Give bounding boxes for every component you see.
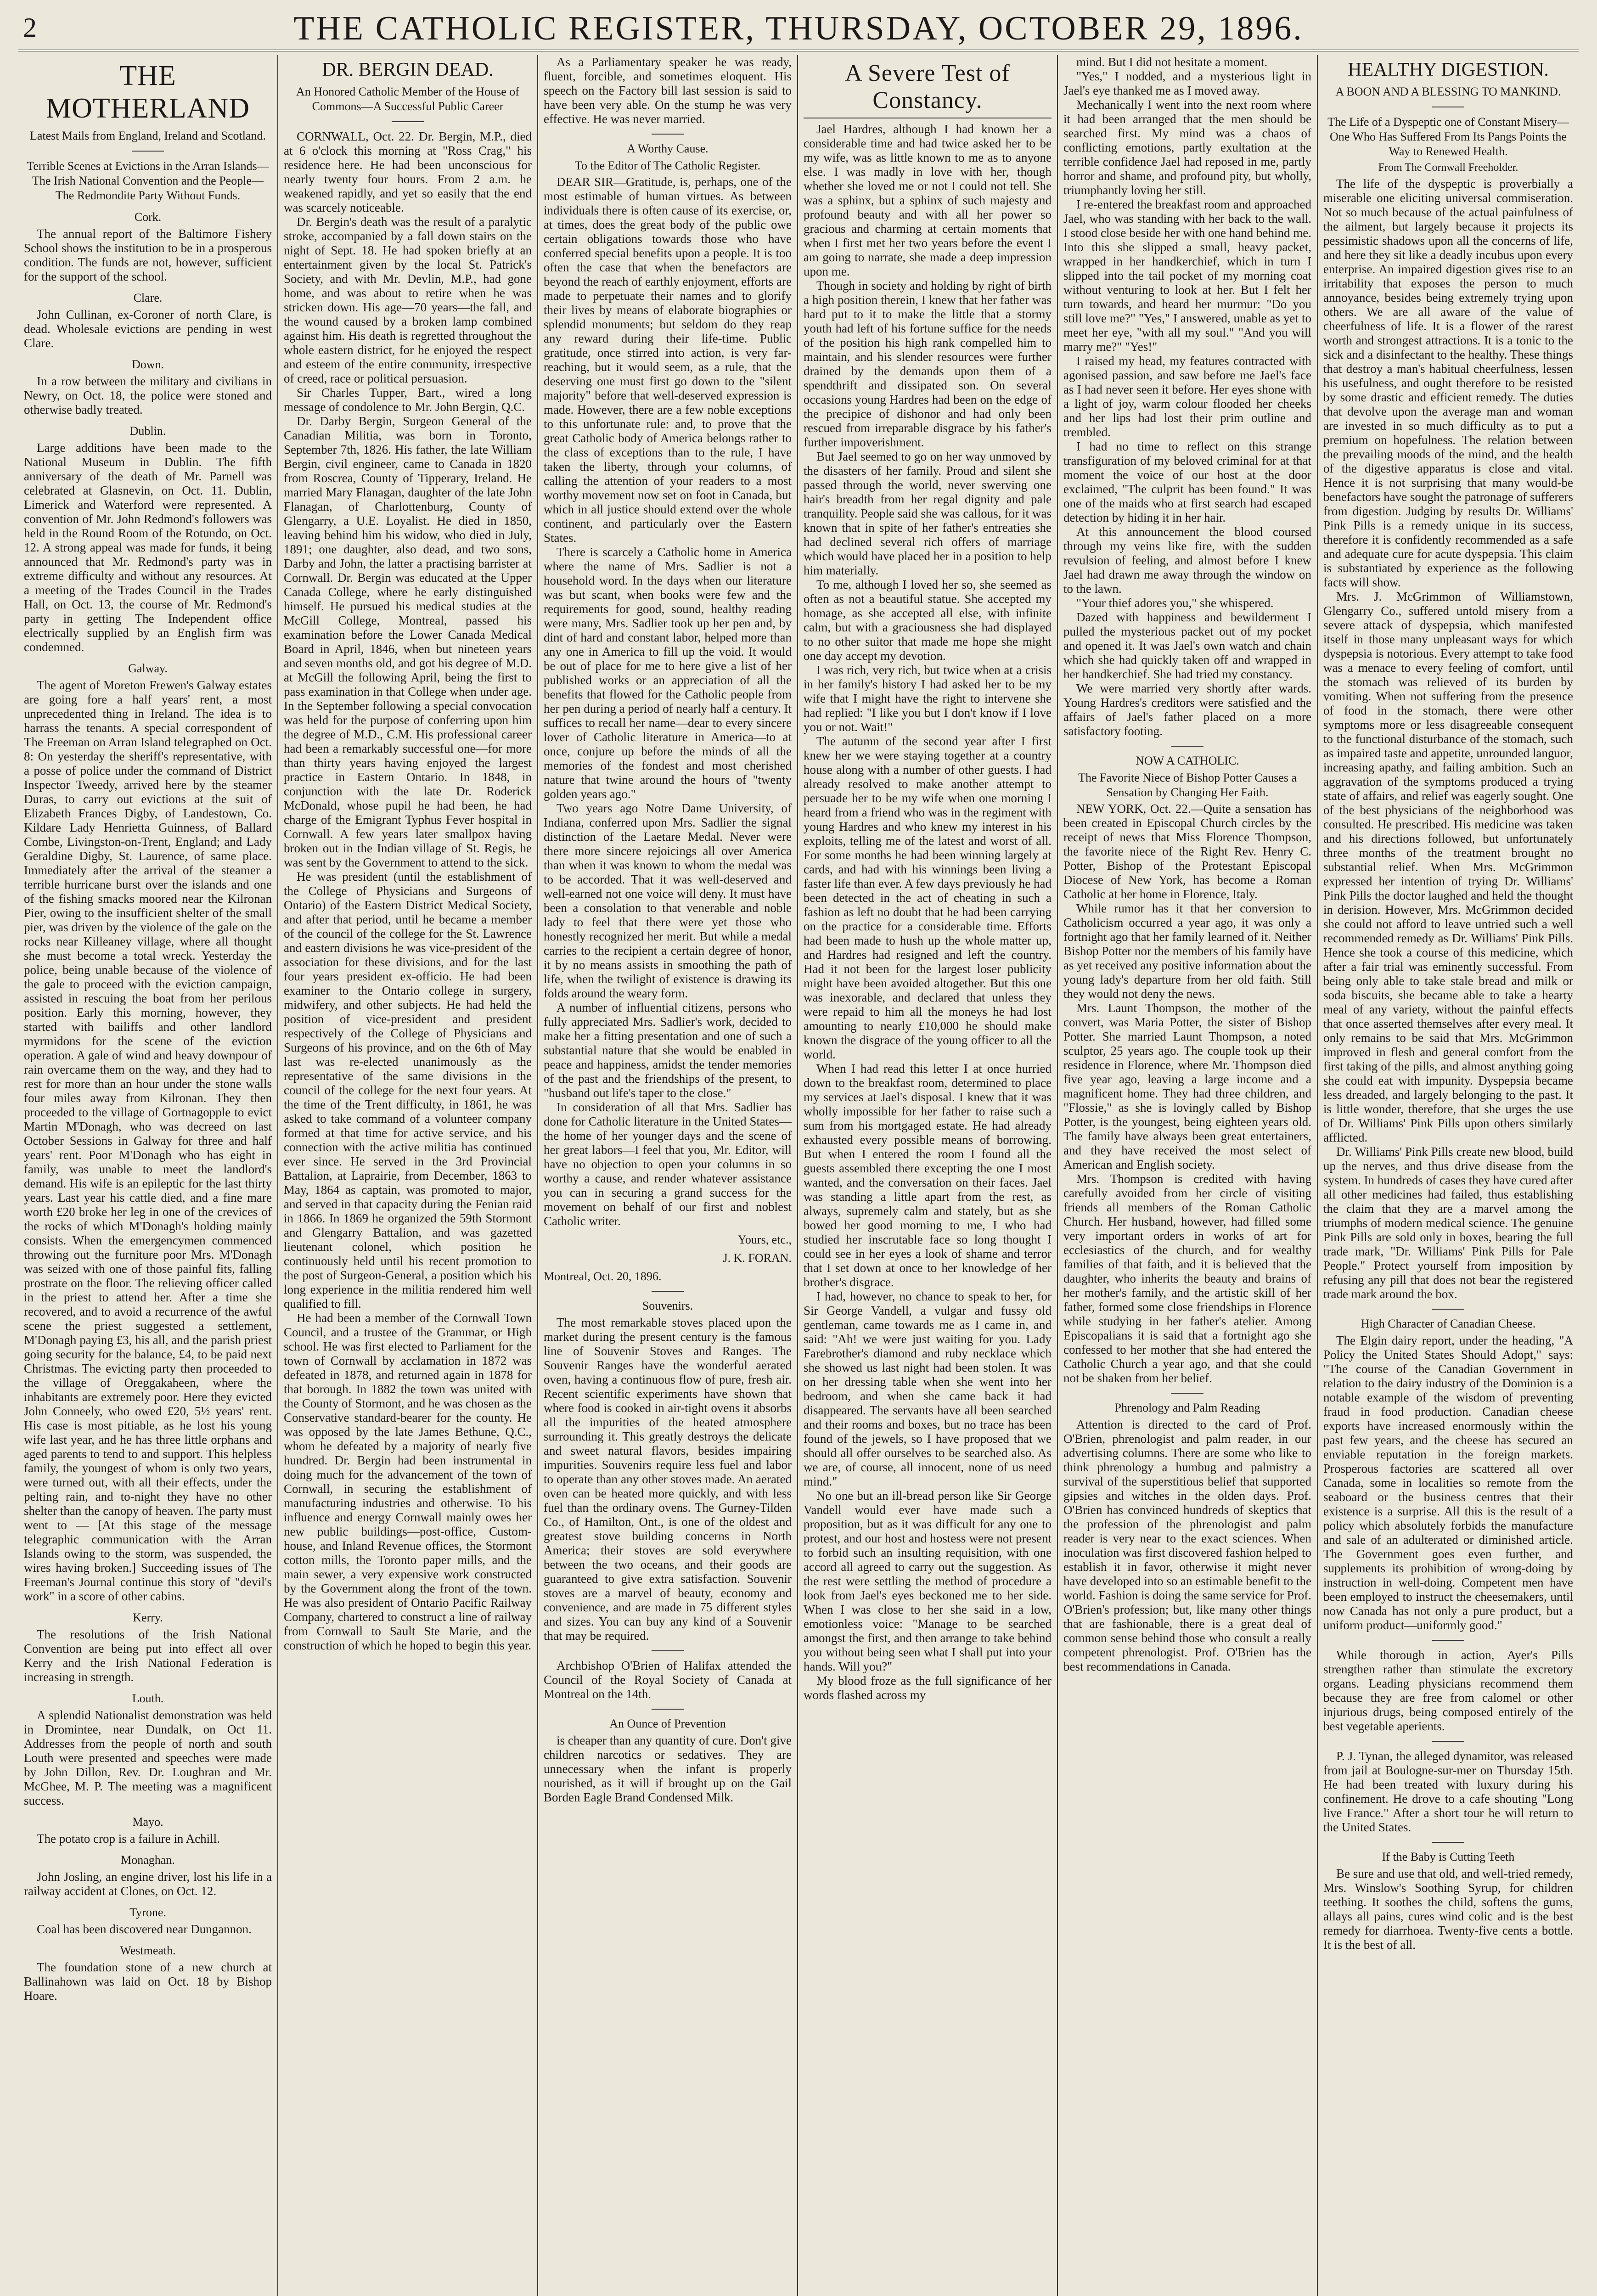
letter-salutation: To the Editor of The Catholic Register. bbox=[574, 159, 761, 172]
section-heading: Kerry. bbox=[133, 1611, 163, 1624]
section-heading: An Ounce of Prevention bbox=[609, 1717, 726, 1730]
article-paragraph: Mrs. J. McGrimmon of Williamstown, Glengarry Co., suffered untold misery from a severe attack of dyspepsia, which manifested itself in those many unpleasant ways for which dyspepsia is notorious. Every attempt to take food was a menace to every feeling of comfort, until the stomach was relieved of its burden by vomiting. When not suffering from the presence of food in the stomach, there were other symptoms more or less disagreeable consequent to the functional disturbance of the stomach, such as impaired taste and appetite, unrounded languor, increasing apathy, and failing ambition. Such an aggravation of the symptoms produced a trying state of affairs, and relief was eagerly sought. One of the best physicians of the neighborhood was consulted. He prescribed. His medicine was taken and his directions followed, but unfortunately three months of the treatment brought no substantial relief. When Mrs. McGrimmon expressed her intention of trying Dr. Williams' Pink Pills the doctor laughed and held the thought in derision. However, Mrs. McGrimmon decided she could not afford to leave untried such a well recommended remedy as Dr. Williams' Pink Pills. Hence she took a course of this medicine, which after a fair trial was eminently successful. From being only able to take stale bread and milk or soda biscuits, she became able to take a hearty meal of any variety, without the painful effects that once asserted themselves after every meal. It only remains to be said that Mrs. McGrimmon improved in flesh and general comfort from the first taking of the pills, and almost anything going she could eat with impunity. Dyspepsia became less dreaded, and largely belonging to the past. It is little wonder, therefore, that she urges the use of Dr. Williams' Pink Pills upon others similarly afflicted. bbox=[1323, 590, 1573, 1144]
column-constancy-continued bbox=[1058, 55, 1318, 2296]
divider bbox=[1171, 1393, 1203, 1394]
article-paragraph: A number of influential citizens, persons who fully appreciated Mrs. Sadlier's work, decided to make her a fitting presentation and one of such a substantial nature that she would be enabled in peace and happiness, amidst the tender memories of the past and the friendships of the present, to "husband out life's taper to the close." bbox=[544, 1001, 792, 1100]
article-title: DR. BERGIN DEAD. bbox=[322, 59, 494, 80]
section-heading: High Character of Canadian Cheese. bbox=[1361, 1317, 1536, 1330]
column-digestion bbox=[1318, 55, 1579, 2296]
article-body bbox=[284, 129, 532, 1653]
section-heading: Tyrone. bbox=[129, 1906, 166, 1919]
article-paragraph: Large additions have been made to the National Museum in Dublin. The fifth anniversary of the death of Mr. Parnell was celebrated at Glasnevin, on Oct. 11. Dublin, Limerick and Waterford were represented. A convention of Mr. John Redmond's followers was held in the Round Room of the Rotundo, on Oct. 12. A strong appeal was made for funds, it being announced that Mr. Redmond's party was in extreme difficulty and without any resources. At a meeting of the Trades Council in the Trades Hall, on Oct. 13, the course of Mr. Redmond's party in getting The Independent office electrically supplied by an English firm was condemned. bbox=[24, 441, 272, 654]
article-paragraph: My blood froze as the full significance of her words flashed across my bbox=[804, 1674, 1052, 1702]
article-title: THE MOTHERLAND bbox=[46, 60, 250, 124]
column-motherland bbox=[18, 55, 278, 2296]
article-paragraph: The Elgin dairy report, under the heading, "A Policy the United States Should Adopt," says: "The course of the Canadian Government in relation to the dairy industry of the Dominion is a notable example of the wisdom of preventing fraud in food production. Canadian cheese exports have increased enormously within the past few years, and the cheese has secured an enviable reputation in the foreign markets. Prosperous factories are scattered all over Canada, some in localities so remote from the seaboard or the business centres that their existence is a surprise. All this is the result of a policy which absolutely forbids the manufacture and sale of an adulterated or diminished article. The Government goes even further, and supplements its prohibition of wrong-doing by instruction in well-doing. Competent men have been employed to instruct the cheesemakers, until now Canada has not only a pure product, but a uniform product—uniformly good." bbox=[1323, 1334, 1573, 1632]
divider bbox=[392, 121, 424, 122]
section-heading: Dublin. bbox=[129, 424, 166, 438]
section-heading: Galway. bbox=[128, 662, 168, 675]
article-paragraph: Dr. Bergin's death was the result of a paralytic stroke, accompanied by a fall down stairs on the night of Sept. 18. He had spoken briefly at an entertainment given by the local St. Patrick's Society, and with Mr. Devlin, M.P., had gone home, and was about to retire when he was stricken down. His age—70 years—the fall, and the wound caused by a broken lamp combined against him. His death is regretted throughout the whole eastern district, for he enjoyed the respect and esteem of the entire community, irrespective of creed, race or political persuasion. bbox=[284, 215, 532, 385]
section-subtitle: The Favorite Niece of Bishop Potter Causes a Sensation by Changing Her Faith. bbox=[1078, 771, 1297, 799]
article-paragraph: CORNWALL, Oct. 22. Dr. Bergin, M.P., died at 6 o'clock this morning at "Ross Crag," his residence here. He had been unconscious for nearly twenty four hours. From 2 a.m. he weakened rapidly, and yet so easily that the end was scarcely noticeable. bbox=[284, 129, 532, 214]
section-heading: Souvenirs. bbox=[642, 1299, 693, 1312]
article-paragraph: Mrs. Launt Thompson, the mother of the convert, was Maria Potter, the sister of Bishop Potter. She married Launt Thompson, a noted sculptor, 25 years ago. The couple took up their residence in Florence, where Mr. Thompson died five year ago, leaving a large income and a magnificent home. They had three children, and "Flossie," as she is lovingly called by Bishop Potter, is the youngest, being eighteen years old. The family have always been great entertainers, and they have received the most select of American and English society. bbox=[1063, 1001, 1311, 1171]
divider bbox=[652, 1650, 684, 1651]
divider bbox=[652, 1709, 684, 1710]
divider bbox=[1171, 746, 1203, 747]
article-paragraph: A splendid Nationalist demonstration was held in Dromintee, near Dundalk, on Oct 11. Addresses from the people of north and south Louth were presented and speeches were made by John Dillon, Rev. Dr. Loughran and Mr. McGhee, M. P. The meeting was a magnificent success. bbox=[24, 1708, 272, 1807]
section-heading: Clare. bbox=[133, 291, 163, 304]
article-paragraph: At this announcement the blood coursed through my veins like fire, with the sudden revulsion of feeling, and almost before I knew Jael had drawn me away through the window on to the lawn. bbox=[1063, 525, 1311, 596]
article-paragraph: I had no time to reflect on this strange transfiguration of my beloved criminal for at that moment the voice of our host at the door exclaimed, "The culprit has been found." It was one of the maids who at first search had escaped detection by hiding it in her hair. bbox=[1063, 439, 1311, 524]
article-title: A Severe Test of Constancy. bbox=[804, 60, 1052, 118]
article-paragraph: is cheaper than any quantity of cure. Don't give children narcotics or sedatives. They are unnecessary when the infant is properly nourished, as it will if brought up on the Gail Borden Eagle Brand Condensed Milk. bbox=[544, 1733, 792, 1804]
article-subtitle: A BOON AND A BLESSING TO MANKIND. bbox=[1335, 85, 1561, 98]
article-paragraph: The autumn of the second year after I first knew her we were staying together at a country house along with a number of other guests. I had already resolved to make another attempt to persuade her to be my wife when one morning I heard from a friend who was in the regiment with young Hardres and who knew my interest in his exploits, telling me of the latest and worst of all. For some months he had been winning largely at cards, and had with his winnings been living a faster life than ever. A few days previously he had been detected in the act of cheating in such a fashion as left no doubt that he had been carrying on the practice for a considerable time. Efforts had been made to hush up the whole matter up, and Hardres had resigned and left the country. Had it not been for the largest loser publicity might have been avoided altogether. But this one was inexorable, and declared that unless they were repaid to him all the moneys he had lost amounting to nearly £10,000 he should make known the disgrace of the young officer to all the world. bbox=[804, 734, 1052, 1061]
divider bbox=[1432, 1741, 1464, 1742]
section-heading: Mayo. bbox=[132, 1815, 163, 1829]
article-paragraph: Dr. Darby Bergin, Surgeon General of the Canadian Militia, was born in Toronto, September 7th, 1826. His father, the late William Bergin, civil engineer, came to Canada in 1820 from Roscrea, County of Tipperary, Ireland. He married Mary Flanagan, daughter of the late John Flanagan, of Charlottenburg, County of Glengarry, a U.E. Loyalist. He died in 1850, leaving behind him his widow, who died in July, 1891; one daughter, also dead, and two sons, Darby and John, the latter a practising barrister at Cornwall. Dr. Bergin was educated at the Upper Canada College, where he early distinguished himself. He pursued his medical studies at the McGill College, Montreal, passed his examination before the Lower Canada Medical Board in April, 1846, when but nineteen years and seven months old, and got his degree of M.D. at McGill the following April, being the first to pass examination in that College when under age. In the September following a special convocation was held for the purpose of conferring upon him the degree of M.D., C.M. His professional career had been a remarkably successful one—for more than thirty years having enjoyed the largest practice in Eastern Ontario. In 1848, in conjunction with the late Dr. Roderick McDonald, whose pupil he had been, he had charge of the Emigrant Typhus Fever hospital in Cornwall. A few years later smallpox having broken out in the Indian village of St. Regis, he was sent by the Government to attend to the sick. bbox=[284, 414, 532, 869]
article-subtitle: Latest Mails from England, Ireland and Scotland. bbox=[29, 129, 266, 142]
article-body bbox=[1063, 55, 1311, 738]
divider bbox=[652, 1291, 684, 1292]
article-paragraph: John Josling, an engine driver, lost his life in a railway accident at Clones, on Oct. 12. bbox=[24, 1870, 272, 1898]
article-lead: Terrible Scenes at Evictions in the Arran Islands—The Irish National Convention and the People—The Redmondite Party Without Funds. bbox=[27, 159, 269, 202]
signature-yours: Yours, etc., bbox=[737, 1233, 792, 1246]
article-paragraph: When I had read this letter I at once hurried down to the breakfast room, determined to place my services at Jael's disposal. I knew that it was wholly impossible for her father to raise such a sum from his mortgaged estate. He had already exhausted every possible means of borrowing. But when I entered the room I found all the guests assembled there excepting the one I most wanted, and the conversation on their faces. Jael was standing a little apart from the rest, as always, supremely calm and stately, but as she bowed her good morning to me, I who had studied her inscrutable face so long thought I could see in her eyes a look of shame and terror that I set down at once to her knowledge of her brother's disgrace. bbox=[804, 1062, 1052, 1289]
divider bbox=[652, 134, 684, 135]
article-paragraph: But Jael seemed to go on her way unmoved by the disasters of her family. Proud and silent she passed through the world, never swerving one hair's breadth from her regal dignity and pale tranquility. People said she was callous, for it was known that in spite of her father's entreaties she had declined several rich offers of marriage which would have placed her in a position to help him materially. bbox=[804, 450, 1052, 577]
article-paragraph: The resolutions of the Irish National Convention are being put into effect all over Kerry and the Irish National Federation is increasing in strength. bbox=[24, 1627, 272, 1684]
section-heading: NOW A CATHOLIC. bbox=[1136, 754, 1239, 767]
article-paragraph: Coal has been discovered near Dungannon. bbox=[37, 1922, 252, 1936]
article-paragraph: Mechanically I went into the next room where it had been arranged that the men should be searched first. My mind was a chaos of conflicting emotions, partly exultation at the terrible confidence Jael had reposed in me, partly horror and shame, and profound pity, but wholly, triumphantly loving her still. bbox=[1063, 98, 1311, 197]
article-paragraph: As a Parliamentary speaker he was ready, fluent, forcible, and sometimes eloquent. His speech on the Factory bill last session is said to have been very able. On the stump he was very effective. He was never married. bbox=[544, 55, 792, 126]
newspaper-title: THE CATHOLIC REGISTER, THURSDAY, OCTOBER 29, 1896. bbox=[293, 10, 1304, 47]
article-paragraph: I had, however, no chance to speak to her, for Sir George Vandell, a vulgar and fussy old gentleman, came towards me as I came in, and said: "Ah! we were just waiting for you. Lady Farebrother's diamond and ruby necklace which she showed us last night had been stolen. It was on her dressing table when she went into her bedroom, and when she came back it had disappeared. The servants have all been searched and their rooms and boxes, but no trace has been found of the jewels, so I have proposed that we should all offer ourselves to be searched also. As we are, of course, all innocent, none of us need mind." bbox=[804, 1289, 1052, 1488]
article-paragraph: To me, although I loved her so, she seemed as often as not a beautiful statue. She accepted my homage, as she accepted all else, with infinite calm, but with a graciousness she had displayed to no other suitor that made me hope she might one day accept my devotion. bbox=[804, 578, 1052, 663]
section-heading: Cork. bbox=[134, 210, 162, 224]
signature-place: Montreal, Oct. 20, 1896. bbox=[544, 1270, 662, 1283]
article-body bbox=[1323, 177, 1573, 1301]
section-heading: Monaghan. bbox=[121, 1853, 175, 1867]
article-paragraph: P. J. Tynan, the alleged dynamitor, was released from jail at Boulogne-sur-mer on Thursday 15th. He had been treated with luxury during his confinement. He drove to a cafe shouting "Long live France." After a short tour he will return to the United States. bbox=[1323, 1749, 1573, 1834]
article-paragraph: Two years ago Notre Dame University, of Indiana, conferred upon Mrs. Sadlier the signal distinction of the Laetare Medal. Never were there more sincere rejoicings all over America than when it was known to whom the medal was to be accorded. That it was well-deserved and well-earned not one voice will deny. It must have been a consolation to that venerable and noble lady to feel that there were yet those who honestly recognized her merit. But while a medal carries to the recipient a certain degree of honor, it by no means assists in smoothing the path of life, when the twilight of existence is drawing its folds around the weary form. bbox=[544, 801, 792, 1000]
divider bbox=[1432, 1842, 1464, 1843]
article-paragraph: The annual report of the Baltimore Fishery School shows the institution to be in a prosperous condition. The funds are not, however, sufficient for the support of the school. bbox=[24, 227, 272, 283]
section-heading: Westmeath. bbox=[120, 1944, 176, 1957]
article-paragraph: He was president (until the establishment of the College of Physicians and Surgeons of Ontario) of the Eastern District Medical Society, and after that period, until he became a member of the council of the college for the St. Lawrence and eastern divisions he was vice-president of the association for these divisions, and for the last four years president ex-officio. He had been examiner to the Ontario college in surgery, midwifery, and other subjects. He had held the position of vice-president and president respectively of the College of Physicians and Surgeons of his province, and on the 6th of May last was re-elected unanimously as the representative of the same divisions in the council of the college for the next four years. At the time of the Trent difficulty, in 1861, he was asked to take command of a volunteer company formed at that time for active service, and his connection with the active militia has continued ever since. He served in the 3rd Provincial Battalion, at Laprairie, from December, 1863 to May, 1864 as captain, was promoted to major, and served in that capacity during the Fenian raid in 1866. In 1869 he organized the 59th Stormont and Glengarry Battalion, and was gazetted lieutenant colonel, which position he continuously held until his recent promotion to the post of Surgeon-General, a position which his long experience in the militia rendered him well qualified to fill. bbox=[284, 870, 532, 1311]
article-paragraph: While rumor has it that her conversion to Catholicism occurred a year ago, it was only a fortnight ago that her family learned of it. Neither Bishop Potter nor the members of his family have as yet received any positive information about the young lady's departure from her old faith. Still they would not deny the news. bbox=[1063, 901, 1311, 1001]
divider bbox=[132, 151, 164, 152]
page-number: 2 bbox=[23, 12, 37, 43]
article-paragraph: mind. But I did not hesitate a moment. bbox=[1076, 55, 1268, 69]
article-paragraph: In consideration of all that Mrs. Sadlier has done for Catholic literature in the United States—the home of her younger days and the scene of her great labors—I feel that you, Mr. Editor, will have no objection to open your columns in so worthy a cause, and render whatever assistance you can in securing a grand success for the movement on behalf of our first and noblest Catholic writer. bbox=[544, 1100, 792, 1228]
masthead bbox=[18, 6, 1579, 51]
article-paragraph: The agent of Moreton Frewen's Galway estates are going fore a half years' rent, a most unprecedented thing in Ireland. The idea is to harrass the tenants. A special correspondent of The Freeman on Arran Island telegraphed on Oct. 8: On yesterday the sheriff's representative, with a posse of police under the command of District Inspector Tweedy, arrived here by the steamer Duras, to carry out evictions at the suit of Elizabeth Frances Digby, of Landestown, Co. Kildare Lady Henrietta Guinness, of Ballard Combe, Livingston-on-Trent, England; and Lady Geraldine Digby, St. Laurence, of same place. Immediately after the arrival of the steamer a terrible hurricane burst over the islands and one of the fishing smacks moored near the Kilronan Pier, owing to the insufficient shelter of the small pier, was driven by the violence of the gale on the rocks near Killeaney village, where all thought she must become a total wreck. Yesterday the police, being unable because of the violence of the gale to proceed with the eviction campaign, assisted in rescuing the boat from her perilous position. Early this morning, however, they started with bailiffs and other landlord myrmidons for the scene of the eviction operation. A gale of wind and heavy downpour of rain overcame them on the way, and they had to rest for more than an hour under the stone walls four miles away from Kilronan. They then proceeded to the village of Gortnagopple to evict Martin M'Donagh, who was decreed on last October Sessions in Galway for three and half years' rent. Poor M'Donagh who has eight in family, was unable to meet the landlord's demand. His wife is an epileptic for the last thirty years. Last year his cattle died, and a fine mare worth £20 broke her leg in one of the crevices of the rocks of which M'Donagh's holding mainly consists. When the emergencymen commenced throwing out the furniture poor Mrs. M'Donagh was seized with one of those painful fits, falling prostrate on the floor. The relieving officer called in the priest to attend her. After a time she recovered, and to avoid a recurrence of the awful scene the priest suggested a settlement, M'Donagh paying £3, his all, and the parish priest going security for the balance, £4, to be paid next Christmas. The evicting party then proceeded to the village of Oreggakaheen, where the inhabitants are extremely poor. Here they evicted John Conneely, who owed £20, 5½ years' rent. His case is most pitiable, as he lost his young wife last year, and he has three little orphans and aged parents to tend to and support. This helpless family, the youngest of whom is only two years, were turned out, with all their effects, under the pelting rain, and to-night they have no other shelter than the canopy of heaven. The party must went to — [At this stage of the message telegraphic communication with the Arran Islands owing to the storm, was suspended, the wires having broken.] Succeeding issues of The Freeman's Journal continue this story of "devil's work" in a score of other cabins. bbox=[24, 678, 272, 1603]
article-paragraph: Be sure and use that old, and well-tried remedy, Mrs. Winslow's Soothing Syrup, for children teething. It soothes the child, softens the gums, allays all pains, cures wind colic and is the best remedy for diarrhoea. Twenty-five cents a bottle. It is the best of all. bbox=[1323, 1867, 1573, 1952]
article-lead: The Life of a Dyspeptic one of Constant Misery—One Who Has Suffered From Its Pangs Points the Way to Renewed Health. bbox=[1327, 115, 1569, 158]
section-heading: If the Baby is Cutting Teeth bbox=[1382, 1850, 1515, 1863]
article-paragraph: In a row between the military and civilians in Newry, on Oct. 18, the police were stoned and otherwise badly treated. bbox=[24, 374, 272, 416]
article-paragraph: Dr. Williams' Pink Pills create new blood, build up the nerves, and thus drive disease from the system. In hundreds of cases they have cured after all other medicines had failed, thus establishing the claim that they are a marvel among the triumphs of modern medical science. The genuine Pink Pills are sold only in boxes, bearing the full trade mark, "Dr. Williams' Pink Pills for Pale People." Protect yourself from imposition by refusing any pill that does not bear the registered trade mark around the box. bbox=[1323, 1145, 1573, 1301]
article-paragraph: He had been a member of the Cornwall Town Council, and a trustee of the Grammar, or High school. He was first elected to Parliament for the town of Cornwall by acclamation in 1872 was defeated in 1878, and returned again in 1878 for that borough. In 1882 the town was united with the County of Stormont, and he was chosen as the Conservative standard-bearer for the county. He was opposed by the late James Bethune, Q.C., whom he defeated by a majority of nearly five hundred. Dr. Bergin had been instrumental in doing much for the advancement of the town of Cornwall, in securing the establishment of manufacturing industries and otherwise. To his influence and energy Cornwall mainly owes her new public buildings—post-office, Custom-house, and Inland Revenue offices, the Stormont cotton mills, the Toronto paper mills, and the main sewer, a very expensive work constructed by the Government along the front of the town. He was also president of Ontario Pacific Railway Company, chartered to construct a line of railway from Cornwall to Sault Ste Marie, and the construction of which he hoped to begin this year. bbox=[284, 1311, 532, 1652]
article-paragraph: Jael Hardres, although I had known her a considerable time and had twice asked her to be my wife, was as little known to me as to anyone else. I was madly in love with her, though whether she loved me or not I could not tell. She was a sphinx, but a sphinx of such majesty and profound beauty and with all her power so gracious and charming at certain moments that when I first met her two years before the event I am going to narrate, she made a deep impression upon me. bbox=[804, 122, 1052, 278]
article-paragraph: Attention is directed to the card of Prof. O'Brien, phrenologist and palm reader, in our advertising columns. There are some who like to think phrenology a humbug and palmistry a survival of the superstitious belief that supported gipsies and witches in the olden days. Prof. O'Brien has convinced hundreds of skeptics that the profession of the phrenologist and palm reader is very near to the exact sciences. When inoculation was first discovered fashion helped to establish it in favor, otherwise it might never have developed into so an estimable benefit to the world. Fashion is doing the same service for Prof. O'Brien's profession; but, like many other things that are fashionable, there is a great deal of common sense behind those who consult a really competent phrenologist. Prof. O'Brien has the best recommendations in Canada. bbox=[1063, 1418, 1311, 1673]
article-paragraph: The most remarkable stoves placed upon the market during the present century is the famous line of Souvenir Stoves and Ranges. The Souvenir Ranges have the wonderful aerated oven, having a continuous flow of pure, fresh air. Recent scientific experiments have shown that where food is cooked in air-tight ovens it absorbs all the impurities of the heated atmosphere surrounding it. This greatly destroys the delicate and sweet natural flavors, besides impairing impurities. Souvenirs require less fuel and labor to operate than any other stoves made. An aerated oven can be heated more quickly, and with less fuel than the ordinary ovens. The Gurney-Tilden Co., of Hamilton, Ont., is one of the oldest and greatest stove building concerns in North America; their stoves are sold everywhere between the two oceans, and their goods are guaranteed to give extra satisfaction. Souvenir stoves are a marvel of beauty, economy and convenience, and are made in 75 different styles and sizes. You can buy any kind of a Souvenir that may be required. bbox=[544, 1316, 792, 1643]
article-subtitle: An Honored Catholic Member of the House of Commons—A Successful Public Career bbox=[296, 85, 519, 113]
article-paragraph: No one but an ill-bread person like Sir George Vandell would ever have made such a proposition, but as it was difficult for any one to protest, and our host and hostess were not present to forbid such an insulting requisition, with one accord all agreed to carry out the suggestion. As the rest were settling the method of procedure a look from Jael's eyes beckoned me to her side. When I was close to her she said in a low, emotionless voice: "Manage to be searched amongst the first, and then arrange to take behind you without being seen what I shall put into your hands. Will you?" bbox=[804, 1489, 1052, 1673]
article-title: HEALTHY DIGESTION. bbox=[1348, 59, 1549, 80]
section-heading: A Worthy Cause. bbox=[627, 142, 709, 155]
article-paragraph: John Cullinan, ex-Coroner of north Clare, is dead. Wholesale evictions are pending in west Clare. bbox=[24, 308, 272, 350]
article-paragraph: While thorough in action, Ayer's Pills strengthen rather than stimulate the excretory organs. Leading physicians recommend them because they are free from calomel or other injurious drugs, being composed entirely of the best vegetable aperients. bbox=[1323, 1648, 1573, 1733]
article-source: From The Cornwall Freeholder. bbox=[1378, 162, 1518, 174]
section-heading: Phrenology and Palm Reading bbox=[1114, 1401, 1260, 1414]
columns bbox=[18, 55, 1579, 2296]
article-paragraph: DEAR SIR—Gratitude, is, perhaps, one of the most estimable of human virtues. As between individuals there is often cause of its exercise, or, at times, does the great body of the public owe certain obligations towards those who have conferred special benefits upon a people. It is too often the case that when the benefactors are beyond the reach of earthly enjoyment, efforts are made to perpetuate their names and to glorify their lives by means of elaborate biographies or splendid monuments; but seldom do they reap any reward during their life-time. Public gratitude, once stirred into action, is very far-reaching, but it would seem, as a rule, that the deserving one must first go down to the "silent majority" before that well-deserved expression is made. However, there are a few noble exceptions to this unfortunate rule: and, to prove that the great Catholic body of America belongs rather to the class of exceptions than to the rule, I have taken the liberty, through your columns, of calling the attention of your readers to a most worthy movement now set on foot in Canada, but which in all justice should extend over the whole continent, and particularly over the Eastern States. bbox=[544, 175, 792, 545]
article-paragraph: The potato crop is a failure in Achill. bbox=[37, 1832, 220, 1846]
article-paragraph: I was rich, very rich, but twice when at a crisis in her family's history I had asked her to be my wife that I might have the right to intervene she had replied: "I like you but I don't know if I love you or not. Wait!" bbox=[804, 663, 1052, 734]
article-paragraph: The life of the dyspeptic is proverbially a miserable one eliciting universal commiseration. Not so much because of the actual painfulness of the ailment, but largely because it projects its pessimistic shadows upon all the concerns of life, and here they sit like a deadly incubus upon every enterprise. An impaired digestion gives rise to an irritability that exposes the person to much annoyance, besides being extremely trying upon others. We are all aware of the value of cheerfulness of life. It is a flower of the rarest worth and strongest attractions. It is a tonic to the sick and a disinfectant to the healthy. These things that destroy a man's habitual cheerfulness, lessen his usefulness, and ought therefore to be resisted by some drastic and efficient remedy. The duties that devolve upon the average man and woman are invested in so much difficulty as to put a premium on hopefulness. The relation between the prevailing moods of the mind, and the health of the digestive apparatus is close and vital. Hence it is not surprising that many would-be benefactors have sought the patronage of sufferers from digestion. Judging by results Dr. Williams' Pink Pills is a remedy unique in its success, therefore it is confidently recommended as a safe and adequate cure for acute dyspepsia. This claim is substantiated by experience as the following facts will show. bbox=[1323, 177, 1573, 589]
article-paragraph: "Your thief adores you," she whispered. bbox=[1076, 596, 1274, 610]
column-constancy bbox=[798, 55, 1058, 2296]
article-paragraph: I raised my head, my features contracted with agonised passion, and saw before me Jael's face as I had never seen it before. Her eyes shone with a light of joy, warm colour flooded her cheeks and her lips had lost their prim outline and trembled. bbox=[1063, 354, 1311, 439]
section-heading: Down. bbox=[131, 358, 164, 371]
signature-name: J. K. FORAN. bbox=[723, 1251, 792, 1265]
article-sections bbox=[24, 210, 272, 2003]
letter-body bbox=[544, 175, 792, 1228]
divider bbox=[1432, 1640, 1464, 1641]
article-paragraph: Archbishop O'Brien of Halifax attended the Council of the Royal Society of Canada at Montreal on the 14th. bbox=[544, 1659, 792, 1701]
article-body bbox=[804, 122, 1052, 1702]
article-paragraph: We were married very shortly after wards. Young Hardres's creditors were satisfied and the affairs of Jael's father placed on a more satisfactory footing. bbox=[1063, 681, 1311, 738]
article-paragraph: Though in society and holding by right of birth a high position therein, I knew that her father was hard put to it to make the little that a stormy youth had left of his fortune suffice for the needs of the position his high rank compelled him to maintain, and his slender resources were further drained by the demands upon them of a spendthrift and dissipated son. On several occasions young Hardres had been on the edge of the precipice of dishonor and had only been rescued from irreparable disgrace by his father's further impoverishment. bbox=[804, 279, 1052, 449]
article-paragraph: "Yes," I nodded, and a mysterious light in Jael's eye thanked me as I moved away. bbox=[1063, 69, 1311, 97]
article-paragraph: I re-entered the breakfast room and approached Jael, who was standing with her back to the wall. I stood close beside her with one hand behind me. Into this she slipped a small, heavy packet, wrapped in her handkerchief, which in turn I slipped into the tail pocket of my morning coat without venturing to look at her. But I felt her turn towards, and heard her murmur: "Do you still love me?" "Yes," I answered, unable as yet to meet her eye, "with all my soul." "And you will marry me?" "Yes!" bbox=[1063, 197, 1311, 354]
article-paragraph: Sir Charles Tupper, Bart., wired a long message of condolence to Mr. John Bergin, Q.C. bbox=[284, 386, 532, 414]
section-heading: Louth. bbox=[132, 1692, 164, 1705]
column-bergin bbox=[278, 55, 538, 2296]
article-paragraph: Dazed with happiness and bewilderment I pulled the mysterious packet out of my pocket and opened it. It was Jael's own watch and chain which she had quickly taken off and wrapped in her handkerchief. She had tried my constancy. bbox=[1063, 610, 1311, 681]
article-paragraph: NEW YORK, Oct. 22.—Quite a sensation has been created in Episcopal Church circles by the receipt of news that Miss Florence Thompson, the favorite niece of the Right Rev. Henry C. Potter, Bishop of the Protestant Episcopal Diocese of New York, has become a Roman Catholic at her home in Florence, Italy. bbox=[1063, 802, 1311, 901]
article-body bbox=[1063, 802, 1311, 1385]
article-paragraph: Mrs. Thompson is credited with having carefully avoided from her circle of visiting friends all members of the Roman Catholic Church. Her husband, however, had filled some very important orders in works of art for ecclesiastics of the church, and for wealthy families of that faith, and it is believed that the daughter, who inherits the beauty and brains of her mother's family, and the artistic skill of her father, formed some close friendships in Florence while studying in her father's atelier. Among Episcopalians it is said that a fortnight ago she confessed to her mother that she had entered the Catholic Church a year ago, and that she could not be shaken from her belief. bbox=[1063, 1172, 1311, 1385]
column-worthy-cause bbox=[538, 55, 798, 2296]
article-paragraph: The foundation stone of a new church at Ballinahown was laid on Oct. 18 by Bishop Hoare. bbox=[24, 1960, 272, 2003]
divider bbox=[1432, 1309, 1464, 1310]
article-paragraph: There is scarcely a Catholic home in America where the name of Mrs. Sadlier is not a household word. In the days when our literature was but scant, when books were few and the requirements for good, sound, healthy reading were many, Mrs. Sadlier took up her pen and, by dint of hard and constant labor, helped more than any one in America to fill up the void. It would be out of place for me to here give a list of her published works or an appreciation of all the benefits that flowed for the Catholic people from her pen during a period of nearly half a century. It suffices to recall her name—dear to every sincere lover of Catholic literature in America—to at once, conjure up before the minds of all the memories of the fondest and most cherished nature that twine around the hours of "twenty golden years ago." bbox=[544, 545, 792, 801]
